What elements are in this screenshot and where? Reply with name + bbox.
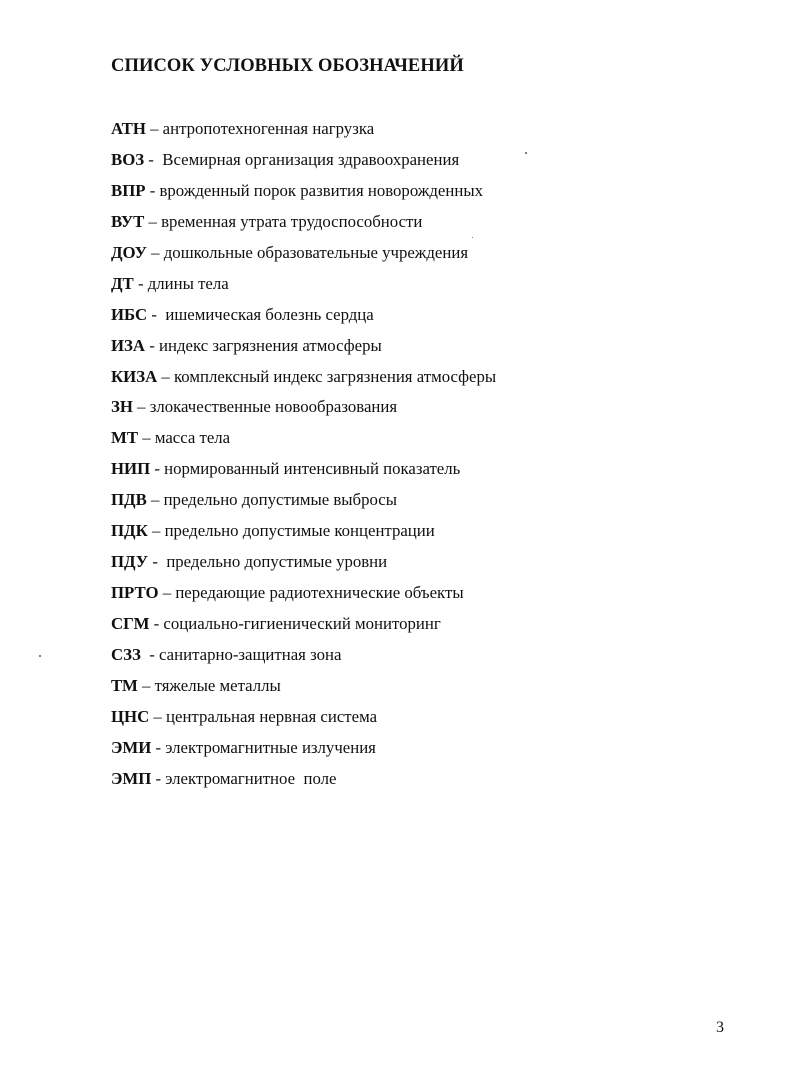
abbreviation-definition: тяжелые металлы xyxy=(154,675,281,695)
page-title: СПИСОК УСЛОВНЫХ ОБОЗНАЧЕНИЙ xyxy=(111,56,464,76)
abbreviation-item xyxy=(111,117,496,148)
abbreviation-item xyxy=(111,643,496,674)
abbreviation-definition: электромагнитные излучения xyxy=(165,737,376,757)
abbreviation-separator: – xyxy=(137,675,155,695)
abbreviation-separator: – xyxy=(146,490,164,510)
abbreviation-term: ТМ xyxy=(111,675,138,695)
abbreviation-definition: злокачественные новообразования xyxy=(149,397,398,417)
abbreviation-definition: электромагнитное поле xyxy=(165,768,337,788)
abbreviation-separator: – xyxy=(147,521,165,541)
abbreviation-definition: врожденный порок развития новорожденных xyxy=(159,180,484,200)
abbreviation-definition: дошкольные образовательные учреждения xyxy=(163,242,469,262)
abbreviation-definition: социально-гигиенический мониторинг xyxy=(163,614,441,633)
abbreviation-separator: - xyxy=(145,335,160,355)
abbreviation-item xyxy=(111,519,496,550)
abbreviation-definition: предельно допустимые уровни xyxy=(166,552,388,572)
abbreviation-item xyxy=(111,272,496,303)
abbreviation-term: ПДВ xyxy=(111,490,147,510)
abbreviation-separator: – xyxy=(138,428,155,448)
abbreviation-term: ЭМИ xyxy=(111,737,152,757)
abbreviation-definition: временная утрата трудоспособности xyxy=(161,211,423,231)
abbreviation-list xyxy=(111,117,496,798)
abbreviation-item xyxy=(111,705,496,736)
abbreviation-item xyxy=(111,488,496,519)
abbreviation-separator: – xyxy=(145,119,163,138)
abbreviation-term: ДТ xyxy=(111,273,134,293)
abbreviation-term: МТ xyxy=(111,428,139,448)
abbreviation-item xyxy=(111,179,496,210)
abbreviation-item xyxy=(111,457,496,488)
abbreviation-item xyxy=(111,241,496,272)
abbreviation-item xyxy=(111,395,496,426)
abbreviation-separator: – xyxy=(132,397,150,417)
abbreviation-separator: - xyxy=(140,644,160,664)
abbreviation-item xyxy=(111,303,496,334)
abbreviation-item xyxy=(111,426,496,457)
scan-speck xyxy=(525,152,527,154)
abbreviation-separator: – xyxy=(158,583,176,603)
abbreviation-item xyxy=(111,365,496,396)
abbreviation-term: ВУТ xyxy=(111,211,145,231)
abbreviation-term: ПРТО xyxy=(111,583,159,603)
abbreviation-separator: - xyxy=(149,614,164,633)
abbreviation-item xyxy=(111,612,496,643)
abbreviation-separator: – xyxy=(146,242,164,262)
scan-speck xyxy=(472,237,473,238)
abbreviation-item xyxy=(111,550,496,581)
abbreviation-separator: - xyxy=(150,459,165,479)
abbreviation-separator: - xyxy=(148,552,167,572)
abbreviation-definition: комплексный индекс загрязнения атмосферы xyxy=(173,366,497,386)
abbreviation-item xyxy=(111,148,496,179)
abbreviation-separator: - xyxy=(133,273,148,293)
abbreviation-item xyxy=(111,767,496,798)
abbreviation-separator: – xyxy=(157,366,174,386)
abbreviation-definition: предельно допустимые концентрации xyxy=(164,521,435,541)
abbreviation-item xyxy=(111,581,496,612)
abbreviation-term: ВОЗ xyxy=(111,149,145,169)
abbreviation-separator: - xyxy=(147,304,166,324)
abbreviation-term: ДОУ xyxy=(111,242,147,262)
abbreviation-item xyxy=(111,674,496,705)
abbreviation-term: НИП xyxy=(111,459,151,479)
abbreviation-separator: – xyxy=(149,706,167,726)
abbreviation-term: СГМ xyxy=(111,614,150,633)
abbreviation-definition: санитарно-защитная зона xyxy=(159,644,342,664)
abbreviation-term: ПДУ xyxy=(111,552,149,572)
abbreviation-term: ЦНС xyxy=(111,706,150,726)
page-number: 3 xyxy=(716,1019,724,1036)
abbreviation-term: ПДК xyxy=(111,521,148,541)
abbreviation-definition: масса тела xyxy=(154,428,231,448)
abbreviation-definition: индекс загрязнения атмосферы xyxy=(159,335,382,355)
abbreviation-definition: передающие радиотехнические объекты xyxy=(175,583,464,603)
abbreviation-term: ЭМП xyxy=(111,768,152,788)
abbreviation-item xyxy=(111,736,496,767)
abbreviation-definition: длины тела xyxy=(147,273,229,293)
abbreviation-definition: центральная нервная система xyxy=(166,706,378,726)
abbreviation-separator: – xyxy=(144,211,162,231)
abbreviation-term: КИЗА xyxy=(111,366,158,386)
abbreviation-separator: - xyxy=(144,149,163,169)
abbreviation-term: ИБС xyxy=(111,304,148,324)
abbreviation-term: ИЗА xyxy=(111,335,146,355)
abbreviation-term: АТН xyxy=(111,119,146,138)
abbreviation-separator: - xyxy=(145,180,160,200)
abbreviation-term: СЗЗ xyxy=(111,644,141,664)
scan-speck xyxy=(39,655,41,657)
abbreviation-definition: Всемирная организация здравоохранения xyxy=(162,149,460,169)
abbreviation-separator: - xyxy=(151,737,166,757)
abbreviation-definition: антропотехногенная нагрузка xyxy=(162,119,375,138)
abbreviation-definition: предельно допустимые выбросы xyxy=(163,490,398,510)
abbreviation-term: ЗН xyxy=(111,397,133,417)
abbreviation-definition: нормированный интенсивный показатель xyxy=(164,459,461,479)
abbreviation-separator: - xyxy=(151,768,166,788)
abbreviation-item xyxy=(111,210,496,241)
abbreviation-item xyxy=(111,334,496,365)
abbreviation-term: ВПР xyxy=(111,180,146,200)
abbreviation-definition: ишемическая болезнь сердца xyxy=(165,304,374,324)
